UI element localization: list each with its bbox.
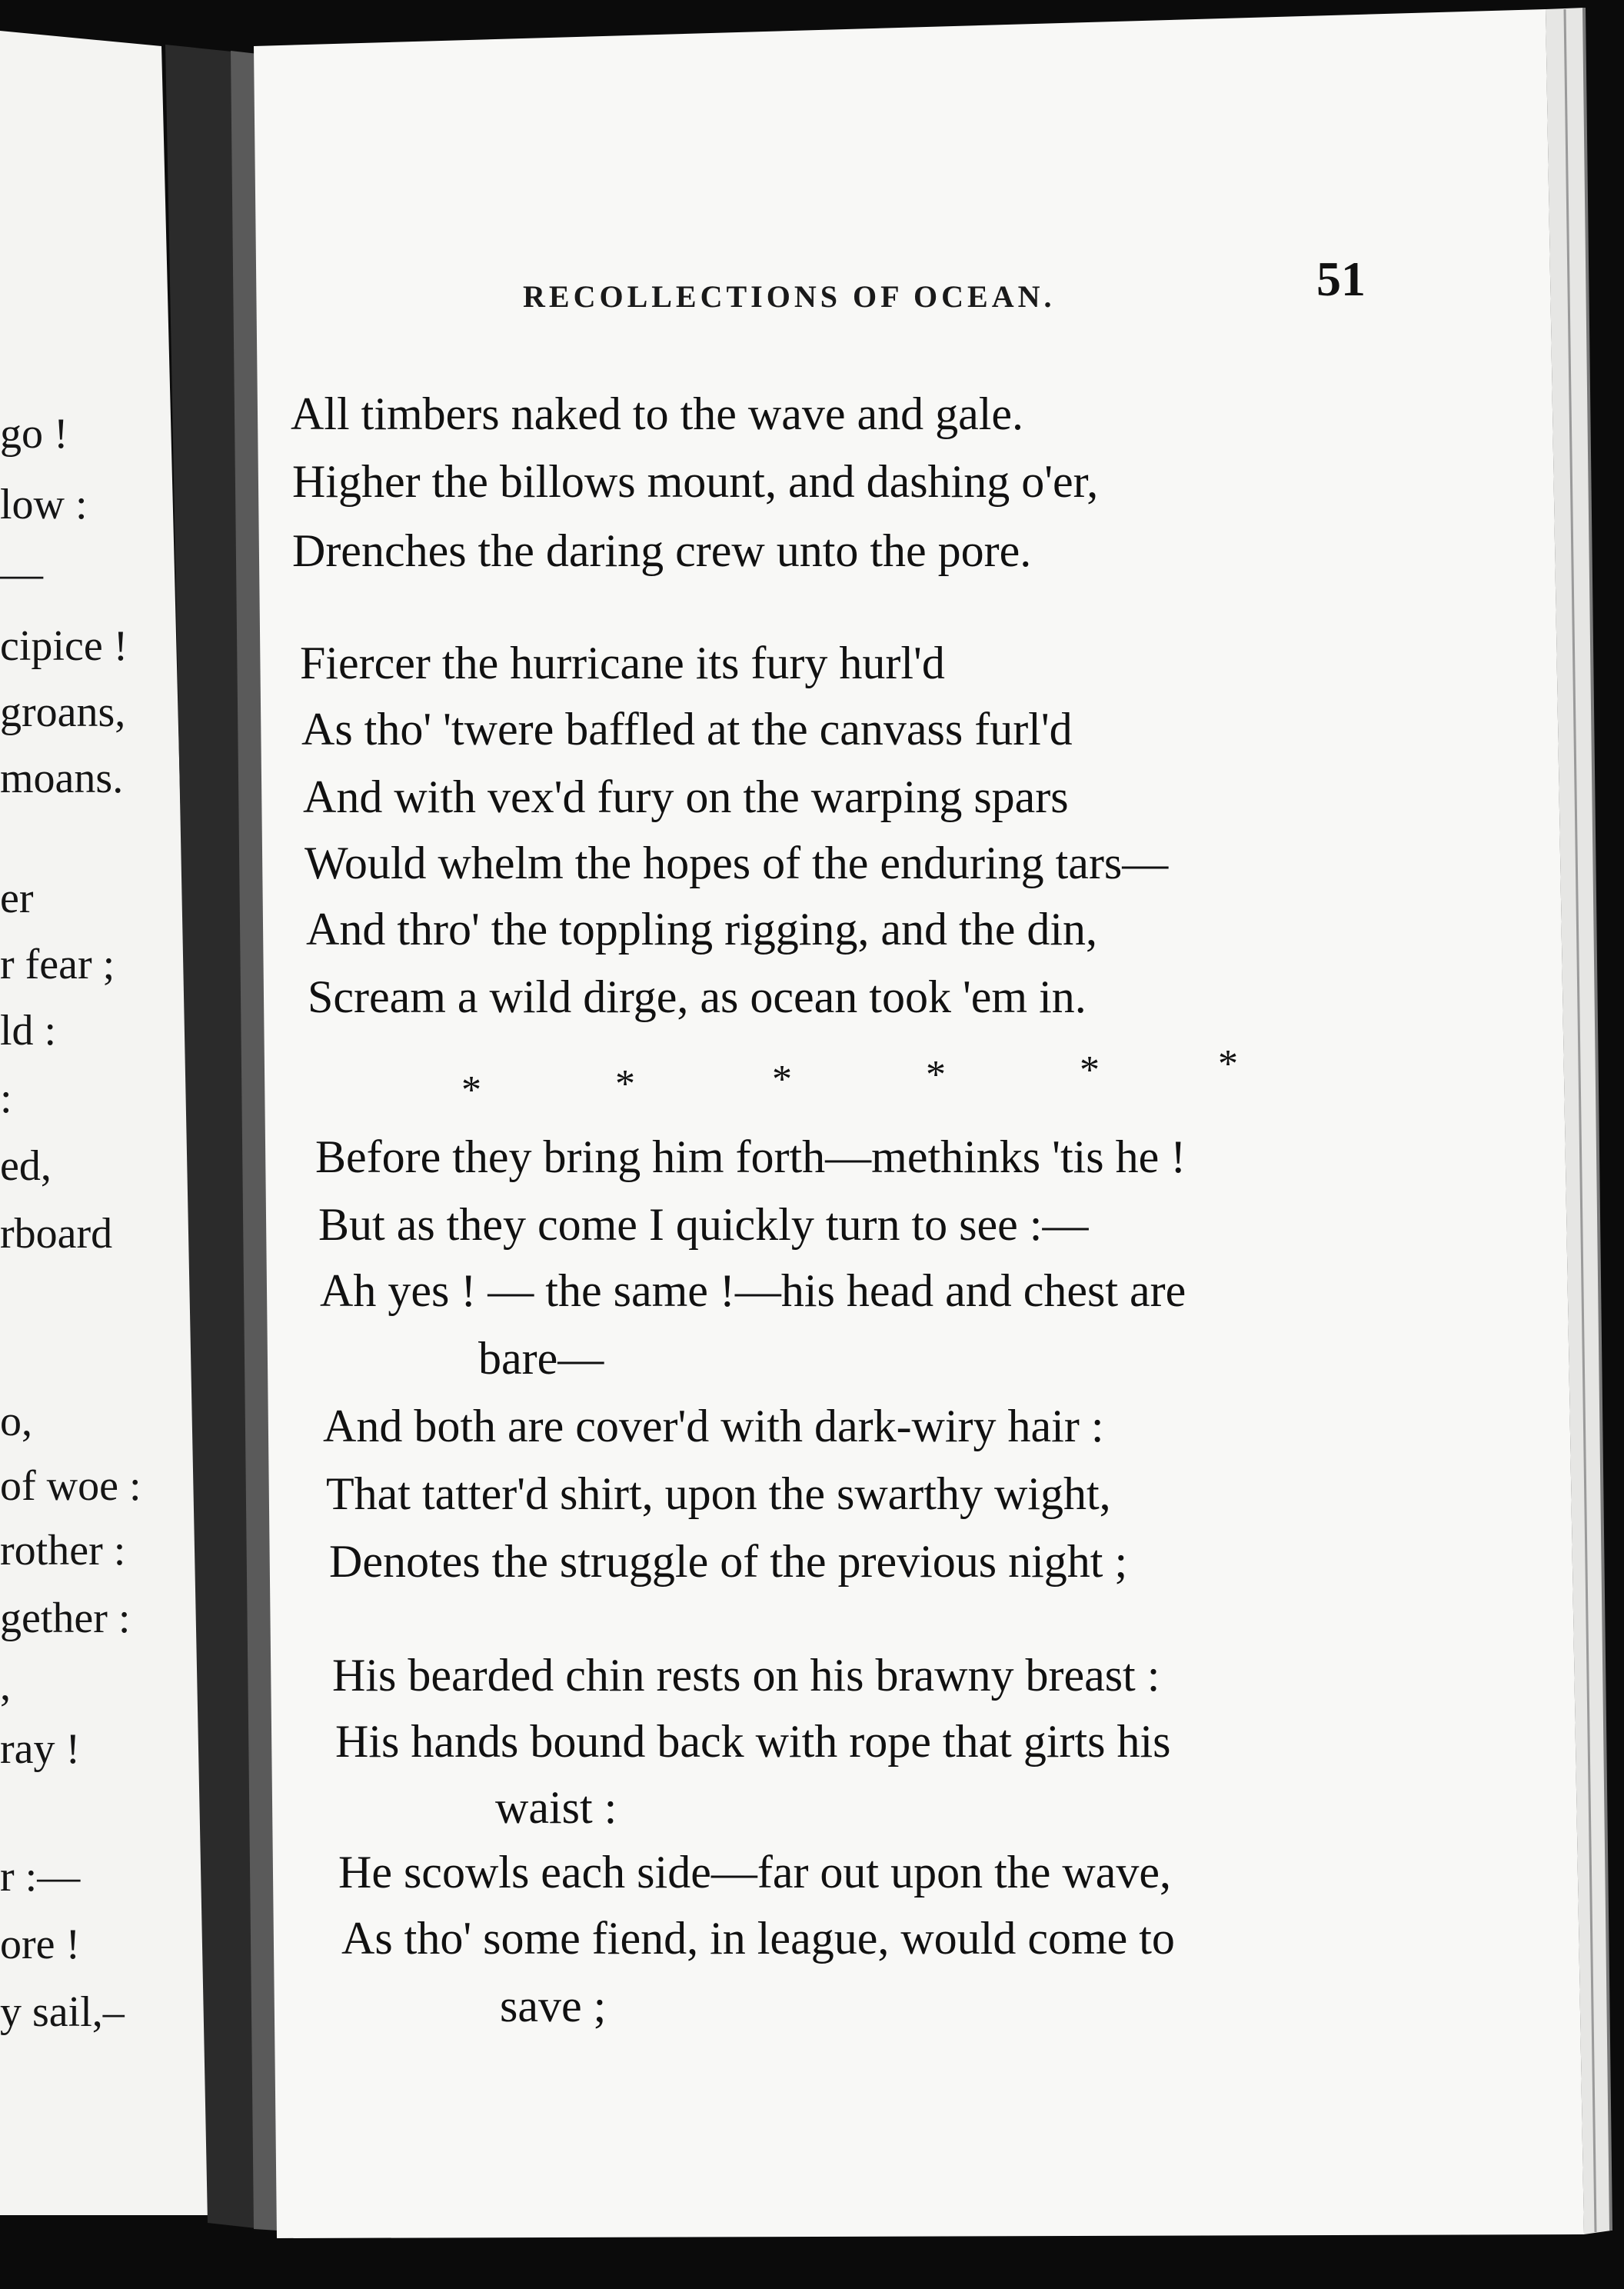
section-separator-star: * <box>1080 1048 1100 1092</box>
verse-line: His hands bound back with rope that girts his <box>335 1716 1171 1767</box>
verse-line: And both are cover'd with dark-wiry hair : <box>323 1401 1104 1451</box>
verse-line: Would whelm the hopes of the enduring tars— <box>304 838 1169 888</box>
right-page <box>254 9 1584 2238</box>
verse-line: Fiercer the hurricane its fury hurl'd <box>300 638 945 688</box>
verse-line: He scowls each side—far out upon the wave, <box>338 1847 1171 1898</box>
running-head: RECOLLECTIONS OF OCEAN. <box>523 279 1056 314</box>
section-separator-star: * <box>461 1068 481 1112</box>
facing-fragment: rother : <box>0 1527 126 1574</box>
verse-line: His bearded chin rests on his brawny breast : <box>332 1650 1160 1701</box>
verse-line: Scream a wild dirge, as ocean took 'em in. <box>308 971 1087 1022</box>
facing-fragment: r fear ; <box>0 941 115 988</box>
facing-fragment: ray ! <box>0 1725 81 1773</box>
verse-line: Higher the billows mount, and dashing o'er, <box>292 456 1099 507</box>
section-separator-star: * <box>1218 1042 1238 1086</box>
facing-fragment: cipice ! <box>0 622 128 670</box>
facing-fragment: ore ! <box>0 1921 81 1968</box>
facing-fragment: low : <box>0 481 88 528</box>
section-separator-star: * <box>772 1058 792 1101</box>
verse-line: Denotes the struggle of the previous night ; <box>329 1536 1128 1587</box>
verse-line: Ah yes ! — the same !—his head and chest are <box>320 1265 1186 1316</box>
verse-line: save ; <box>500 1981 607 2031</box>
facing-fragment: ed, <box>0 1142 52 1190</box>
verse-line: Drenches the daring crew unto the pore. <box>292 525 1032 576</box>
facing-fragment: r :— <box>0 1853 81 1901</box>
verse-line: And with vex'd fury on the warping spars <box>303 771 1069 822</box>
verse-line: Before they bring him forth—methinks 'tis he ! <box>315 1131 1186 1182</box>
facing-fragment: y sail,– <box>0 1988 125 2036</box>
facing-fragment: rboard <box>0 1210 113 1258</box>
verse-line: As tho' some fiend, in league, would come to <box>341 1913 1175 1964</box>
facing-fragment: groans, <box>0 688 126 736</box>
facing-fragment: — <box>0 550 43 598</box>
section-separator-star: * <box>615 1062 635 1106</box>
verse-line: And thro' the toppling rigging, and the din, <box>306 904 1098 955</box>
verse-line: As tho' 'twere baffled at the canvass furl'd <box>301 704 1073 755</box>
facing-fragment: of woe : <box>0 1462 141 1510</box>
facing-fragment: , <box>0 1662 11 1710</box>
verse-line: waist : <box>495 1782 617 1833</box>
verse-line: All timbers naked to the wave and gale. <box>291 388 1024 439</box>
verse-line: But as they come I quickly turn to see :— <box>318 1199 1089 1250</box>
page-number: 51 <box>1316 252 1366 306</box>
verse-line: That tatter'd shirt, upon the swarthy wight, <box>326 1468 1111 1519</box>
verse-line: bare— <box>478 1333 604 1384</box>
facing-fragment: gether : <box>0 1594 131 1642</box>
facing-fragment: ld : <box>0 1007 57 1055</box>
section-separator-star: * <box>926 1053 946 1097</box>
facing-fragment: er <box>0 875 34 922</box>
facing-fragment: o, <box>0 1398 32 1445</box>
facing-fragment: go ! <box>0 410 68 458</box>
facing-fragment: moans. <box>0 755 124 802</box>
facing-fragment: : <box>0 1075 12 1122</box>
